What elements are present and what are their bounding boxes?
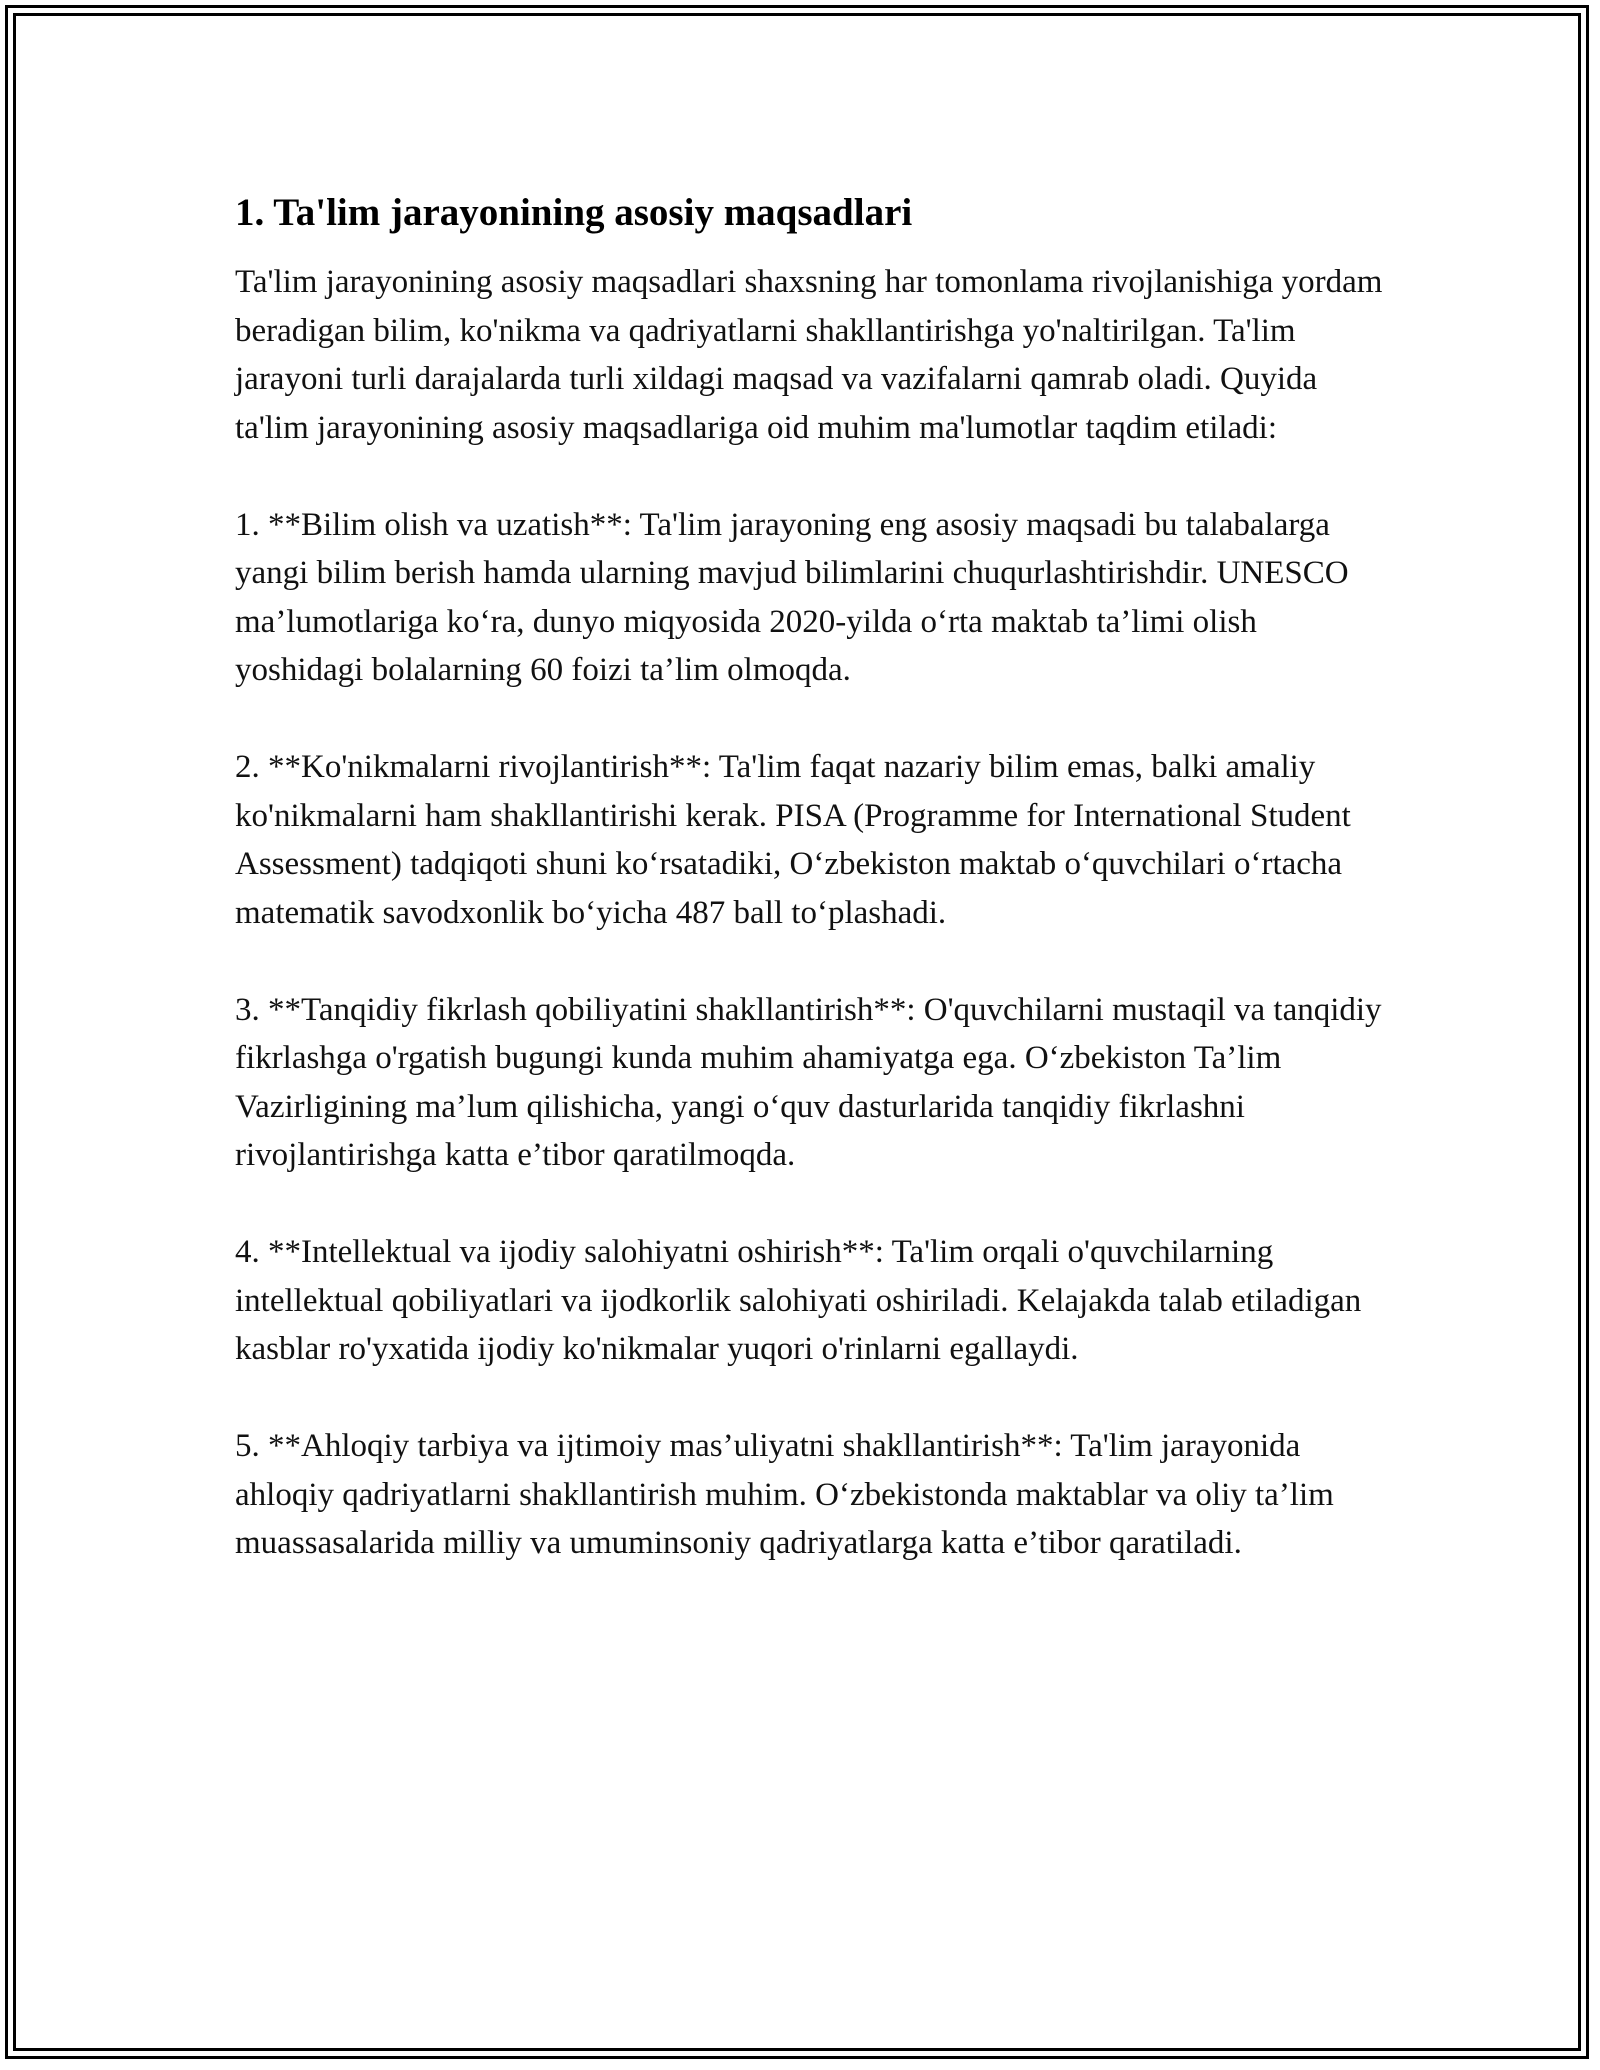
list-item-1: 1. **Bilim olish va uzatish**: Ta'lim jarayoning eng asosiy maqsadi bu talabalarga yangi bilim berish hamda ularning mavjud bilimlarini chuqurlashtirishdir. UNESCO ma’lumotlariga ko‘ra, dunyo miqyosida 2020-yilda o‘rta maktab ta’limi olish yoshidagi bolalarning 60 foizi ta’lim olmoqda. <box>235 506 1349 688</box>
list-item-5: 5. **Ahloqiy tarbiya va ijtimoiy mas’uliyatni shakllantirish**: Ta'lim jarayonida ahloqiy qadriyatlarni shakllantirish muhim. O‘zbekistonda maktablar va oliy ta’lim muassasalarida milliy va umuminsoniy qadriyatlarga katta e’tibor qaratiladi. <box>235 1428 1334 1561</box>
section-heading: 1. Ta'lim jarayonining asosiy maqsadlari <box>235 191 913 234</box>
list-item-4: 4. **Intellektual va ijodiy salohiyatni oshirish**: Ta'lim orqali o'quvchilarning intellektual qobiliyatlari va ijodkorlik salohiyati oshiriladi. Kelajakda talab etiladigan kasblar ro'yxatida ijodiy ko'nikmalar yuqori o'rinlarni egallaydi. <box>235 1234 1362 1367</box>
list-item-3: 3. **Tanqidiy fikrlash qobiliyatini shakllantirish**: O'quvchilarni mustaqil va tanqidiy fikrlashga o'rgatish bugungi kunda muhim ahamiyatga ega. O‘zbekiston Ta’lim Vazirligining ma’lum qilishicha, yangi o‘quv dasturlarida tanqidiy fikrlashni rivojlantirishga katta e’tibor qaratilmoqda. <box>235 991 1382 1173</box>
list-item-2: 2. **Ko'nikmalarni rivojlantirish**: Ta'lim faqat nazariy bilim emas, balki amaliy ko'nikmalarni ham shakllantirishi kerak. PISA (Programme for International Student Assessment) tadqiqoti shuni ko‘rsatadiki, O‘zbekiston maktab o‘quvchilari o‘rtacha matematik savodxonlik bo‘yicha 487 ball to‘plashadi. <box>235 749 1351 931</box>
intro-paragraph: Ta'lim jarayonining asosiy maqsadlari shaxsning har tomonlama rivojlanishiga yordam beradigan bilim, ko'nikma va qadriyatlarni shakllantirishga yo'naltirilgan. Ta'lim jarayoni turli darajalarda turli xildagi maqsad va vazifalarni qamrab oladi. Quyida ta'lim jarayonining asosiy maqsadlariga oid muhim ma'lumotlar taqdim etiladi: <box>235 264 1383 446</box>
document-body <box>235 188 1385 1616</box>
